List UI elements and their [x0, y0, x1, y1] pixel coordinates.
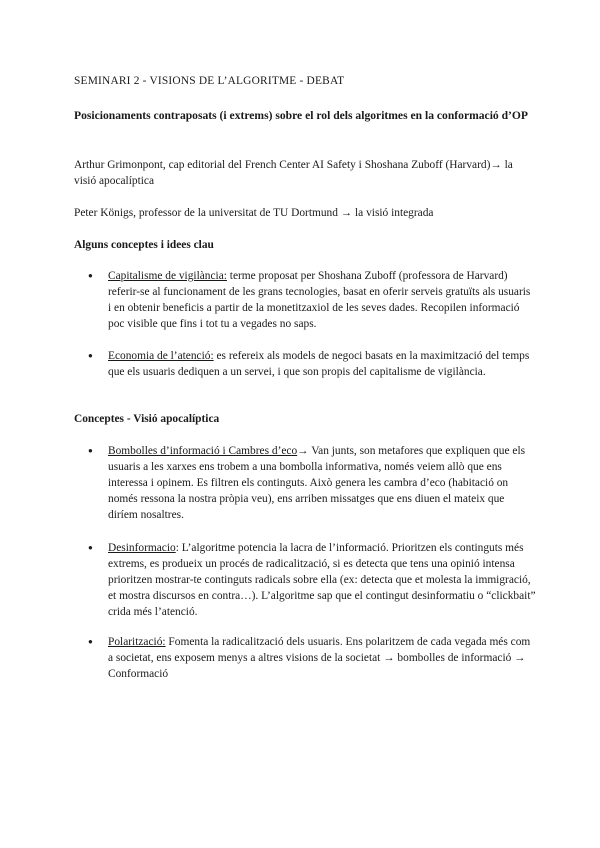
- list-item-desinformacio: [74, 540, 536, 620]
- section-heading-apocalyptic: Conceptes - Visió apocalíptica: [74, 413, 220, 425]
- term-polaritzacio: Polarització:: [108, 636, 166, 648]
- list-item-bombolles: [74, 443, 536, 523]
- apocalyptic-list-2: [74, 540, 536, 620]
- definition-capitalisme: terme proposat per Shoshana Zuboff (professora de Harvard) referir-se al funcionament de les grans tecnologies, basat en oferir serveis gratuïts als usuaris i en obtenir beneficis a partir de la monetitzaxiol de les seves dades. Recopilen informació poc visible que fins i tot tu a vegades no saps.: [108, 270, 531, 330]
- list-item-capitalisme: [74, 268, 536, 332]
- apocalyptic-list-3: [74, 634, 536, 682]
- definition-economia: es refereix als models de negoci basats en la maximització del temps que els usuaris dediquen a un servei, i que son propis del capitalisme de vigilància.: [108, 350, 530, 378]
- page-title: SEMINARI 2 - VISIONS DE L’ALGORITME - DEBAT: [74, 75, 345, 87]
- definition-polaritzacio: Fomenta la radicalització dels usuaris. Ens polaritzem de cada vegada més com a societat, ens exposem menys a altres visions de la societat → bombolles de informació → Conformació: [108, 636, 531, 680]
- definition-desinformacio: : L’algoritme potencia la lacra de l’informació. Prioritzen els continguts més extrems, es produeix un procés de radicalització, si es detecta que tens una opinió intensa prioritzen mostrar-te continguts radicals sobre ella (ex: detecta que et molesta la immigració, et mostra discursos en contra…). L’algoritme sap que el contingut desinformatiu o “clickbait” crida més l’atenció.: [108, 542, 536, 618]
- term-economia: Economia de l’atenció:: [108, 350, 214, 362]
- section-heading-key-concepts: Alguns conceptes i idees clau: [74, 239, 214, 251]
- key-concepts-list-2: [74, 348, 536, 380]
- definition-bombolles: → Van junts, son metafores que expliquen que els usuaris a les xarxes ens trobem a una bombolla informativa, només veiem allò que ens interessa i opinem. Es filtren els continguts. Això genera les cambra d’eco (habitació on només ressona la nostra pròpia veu), ens arriben missatges que ens diuen el mateix que diríem nosaltres.: [108, 445, 526, 521]
- position-integrated: Peter Königs, professor de la universitat de TU Dortmund → la visió integrada: [74, 207, 434, 219]
- key-concepts-list: [74, 268, 536, 332]
- term-desinformacio: Desinformacio: [108, 542, 176, 554]
- list-item-economia: [74, 348, 536, 380]
- position-apocalyptic: Arthur Grimonpont, cap editorial del French Center AI Safety i Shoshana Zuboff (Harvard)→ la visió apocalíptica: [74, 159, 513, 187]
- list-item-polaritzacio: [74, 634, 536, 682]
- term-capitalisme: Capitalisme de vigilància:: [108, 270, 227, 282]
- page-subtitle: Posicionaments contraposats (i extrems) sobre el rol dels algoritmes en la conformació d’OP: [74, 109, 529, 122]
- term-bombolles: Bombolles d’informació i Cambres d’eco: [108, 445, 298, 457]
- apocalyptic-list: [74, 443, 536, 523]
